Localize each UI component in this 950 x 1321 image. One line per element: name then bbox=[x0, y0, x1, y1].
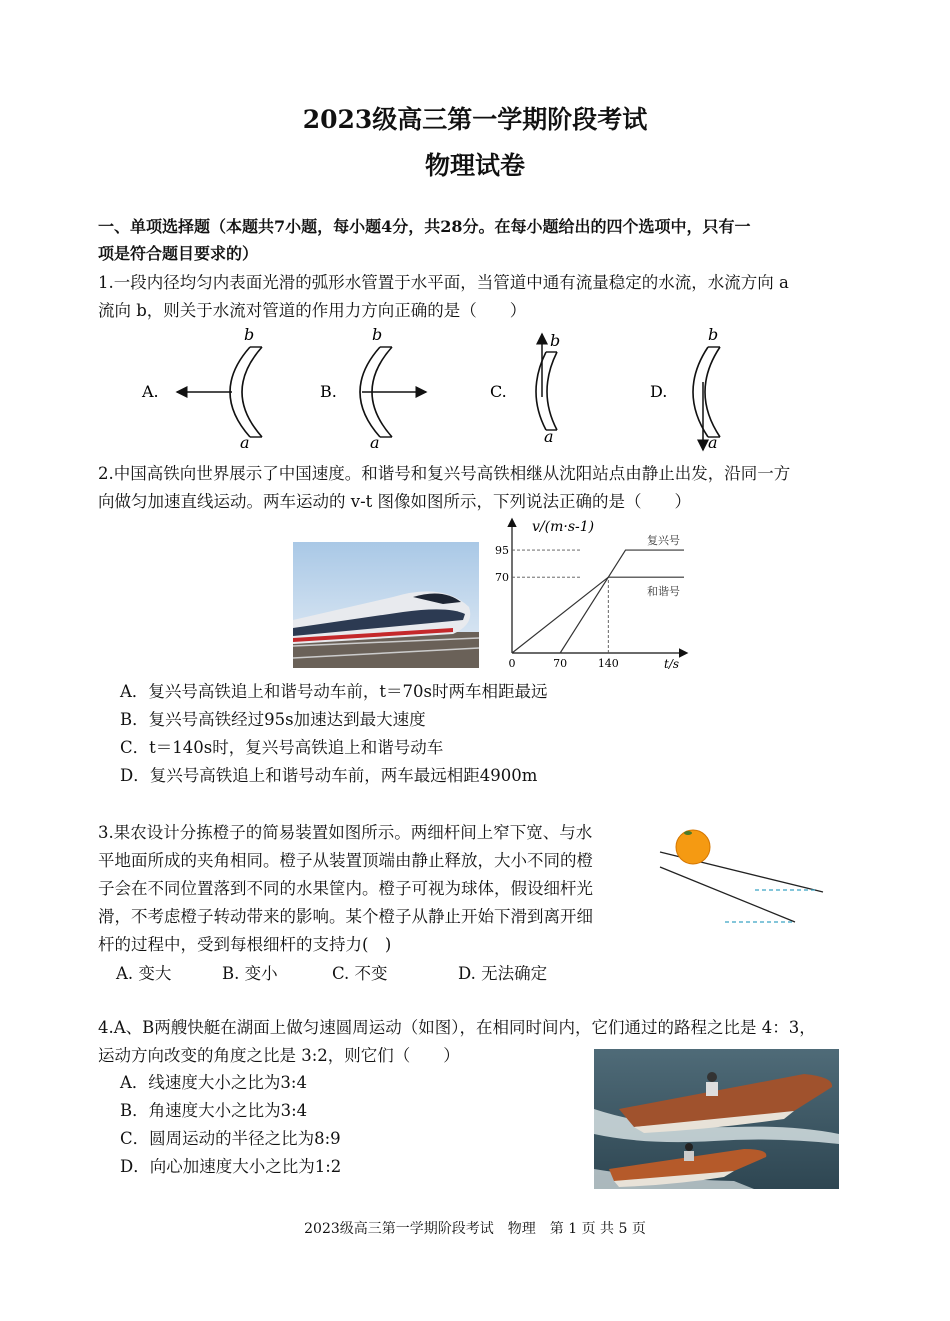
x-axis-label: t/s bbox=[664, 657, 680, 671]
section-heading-cont: 项是符合题目要求的） bbox=[98, 244, 259, 263]
lower-rod bbox=[660, 867, 795, 922]
train-photo bbox=[293, 542, 479, 668]
q1-figures bbox=[130, 322, 750, 454]
svg-text:b: b bbox=[244, 325, 255, 344]
q4-stem: 4.A、B两艘快艇在湖面上做匀速圆周运动（如图），在相同时间内，它们通过的路程之比是 4：3， bbox=[98, 1018, 816, 1037]
x-tick-label: 140 bbox=[597, 657, 619, 670]
q2-option-a[interactable]: A．复兴号高铁追上和谐号动车前，t＝70s时两车相距最远 bbox=[120, 682, 548, 701]
q3-option-a[interactable]: A. 变大 bbox=[116, 964, 172, 983]
section-heading: 一、单项选择题（本题共7小题，每小题4分，共28分。在每小题给出的四个选项中，只有一 bbox=[98, 217, 751, 236]
svg-text:a: a bbox=[240, 433, 250, 452]
series-label: 复兴号 bbox=[647, 534, 680, 548]
q1-option-b bbox=[320, 325, 426, 452]
page-subtitle: 物理试卷 bbox=[424, 151, 525, 180]
q1-stem-cont: 流向 b，则关于水流对管道的作用力方向正确的是（ ） bbox=[98, 301, 527, 320]
q2-option-b[interactable]: B．复兴号高铁经过95s加速达到最大速度 bbox=[120, 710, 426, 729]
q3-option-b[interactable]: B. 变小 bbox=[222, 964, 278, 983]
q3-stem-3: 子会在不同位置落到不同的水果筐内。橙子可视为球体，假设细杆光 bbox=[98, 879, 593, 898]
svg-text:b: b bbox=[550, 331, 561, 350]
svg-text:a: a bbox=[708, 433, 718, 452]
page-footer: 2023级高三第一学期阶段考试 物理 第 1 页 共 5 页 bbox=[304, 1221, 646, 1237]
q2-stem-cont: 向做匀加速直线运动。两车运动的 v-t 图像如图所示，下列说法正确的是（ ） bbox=[98, 492, 692, 511]
q3-stem-4: 滑，不考虑橙子转动带来的影响。某个橙子从静止开始下滑到离开细 bbox=[98, 907, 593, 926]
q1-option-c bbox=[490, 331, 560, 446]
orange-sorter-figure bbox=[655, 822, 830, 932]
q2-stem: 2.中国高铁向世界展示了中国速度。和谐号和复兴号高铁相继从沈阳站点由静止出发，沿同一方 bbox=[98, 464, 791, 483]
q3-stem-1: 3.果农设计分拣橙子的简易装置如图所示。两细杆间上窄下宽、与水 bbox=[98, 823, 593, 842]
q1-option-b-label: B. bbox=[320, 382, 337, 401]
q1-option-d bbox=[650, 325, 720, 452]
series-line-0 bbox=[560, 550, 684, 653]
svg-text:b: b bbox=[372, 325, 383, 344]
q4-option-a[interactable]: A．线速度大小之比为3:4 bbox=[120, 1073, 307, 1092]
vt-chart bbox=[486, 512, 692, 672]
q4-option-d[interactable]: D．向心加速度大小之比为1:2 bbox=[120, 1157, 342, 1176]
speedboats-photo bbox=[594, 1049, 839, 1189]
q1-option-d-label: D. bbox=[650, 382, 668, 401]
q2-option-c[interactable]: C．t＝140s时，复兴号高铁追上和谐号动车 bbox=[120, 738, 444, 757]
q1-option-a bbox=[141, 325, 262, 452]
q4-option-c[interactable]: C．圆周运动的半径之比为8:9 bbox=[120, 1129, 341, 1148]
q3-option-d[interactable]: D. 无法确定 bbox=[458, 964, 548, 983]
y-tick-label: 95 bbox=[495, 544, 509, 558]
svg-text:a: a bbox=[370, 433, 380, 452]
q1-option-a-label: A. bbox=[142, 382, 159, 401]
series-label: 和谐号 bbox=[647, 585, 680, 599]
q4-option-b[interactable]: B．角速度大小之比为3:4 bbox=[120, 1101, 308, 1120]
q3-option-c[interactable]: C. 不变 bbox=[332, 964, 388, 983]
q3-stem-5: 杆的过程中，受到每根细杆的支持力( ) bbox=[98, 935, 392, 954]
q2-option-d[interactable]: D．复兴号高铁追上和谐号动车前，两车最远相距4900m bbox=[120, 766, 538, 785]
page-title: 2023级高三第一学期阶段考试 bbox=[302, 105, 648, 134]
orange-icon bbox=[676, 830, 710, 864]
svg-text:b: b bbox=[708, 325, 719, 344]
q1-stem: 1.一段内径均匀内表面光滑的弧形水管置于水平面，当管道中通有流量稳定的水流，水流方向 a bbox=[98, 273, 789, 292]
x-tick-label: 70 bbox=[553, 657, 568, 670]
q1-option-c-label: C. bbox=[490, 382, 507, 401]
y-axis-label: v/(m·s-1) bbox=[532, 519, 595, 535]
q4-stem-cont: 运动方向改变的角度之比是 3:2，则它们（ ） bbox=[98, 1046, 460, 1065]
svg-text:a: a bbox=[544, 427, 554, 446]
y-tick-label: 70 bbox=[495, 571, 509, 585]
x-tick-label: 0 bbox=[508, 657, 516, 670]
q3-stem-2: 平地面所成的夹角相同。橙子从装置顶端由静止释放，大小不同的橙 bbox=[98, 851, 593, 870]
